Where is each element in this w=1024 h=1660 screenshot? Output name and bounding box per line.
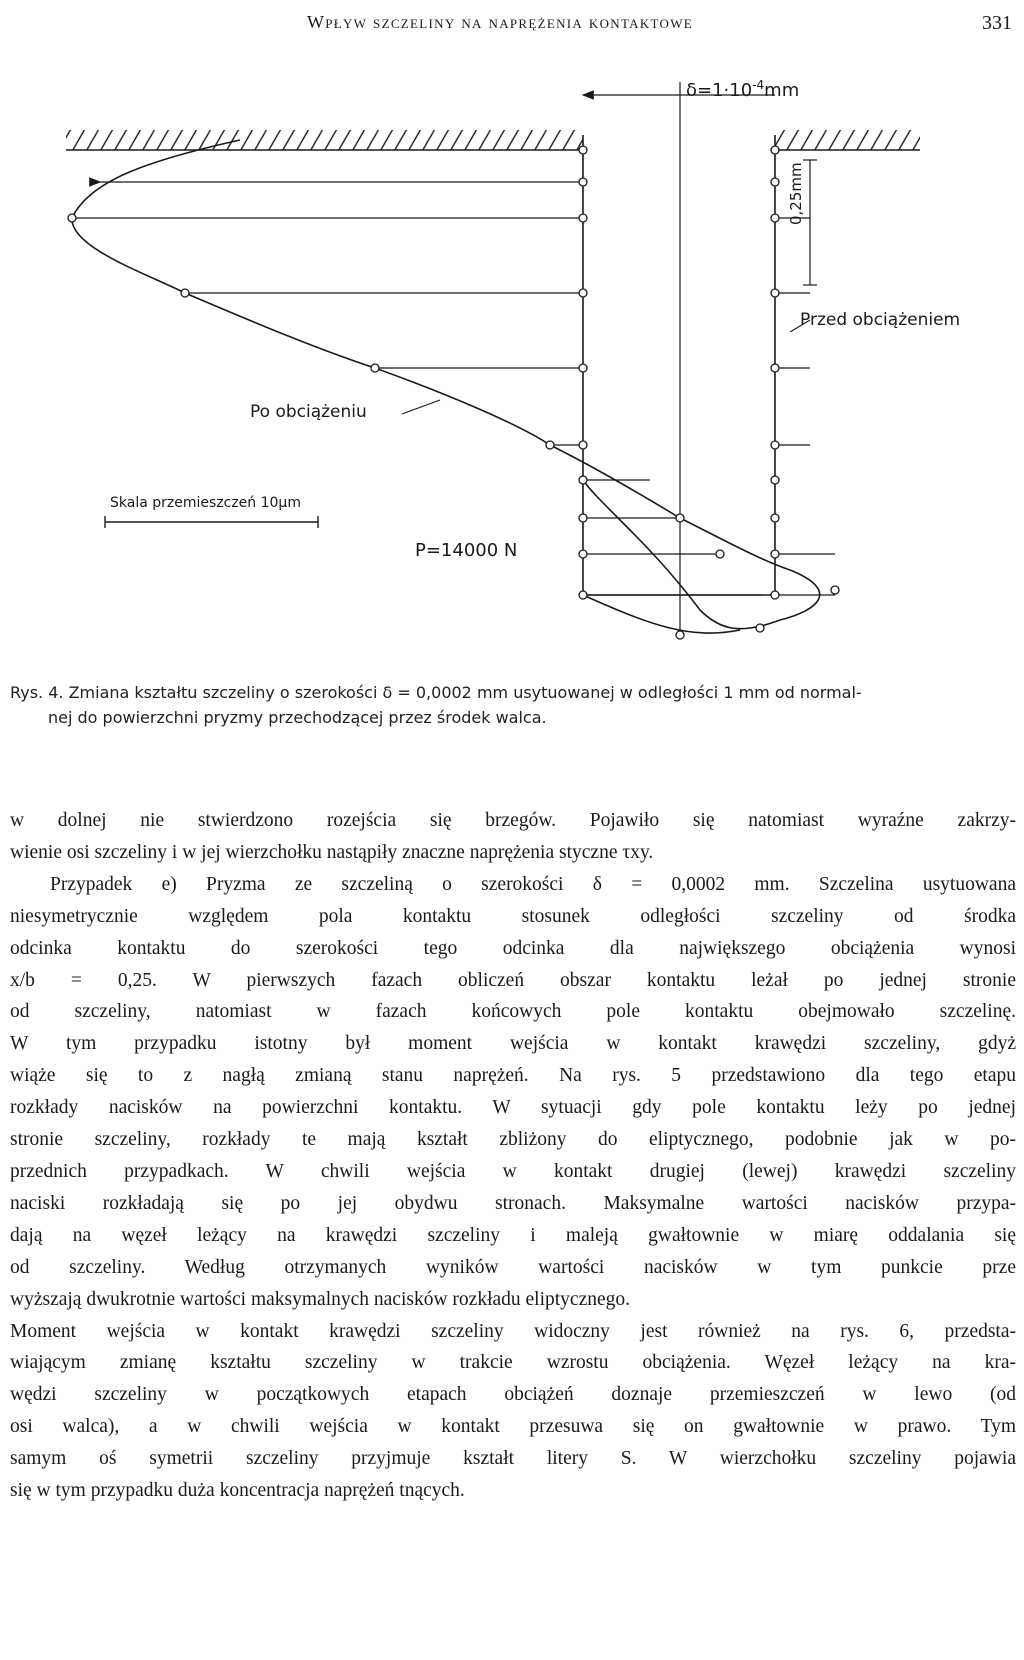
body-line: przednich przypadkach. W chwili wejścia w kontakt drugiej (lewej) krawędzi szczeliny [10, 1160, 1016, 1182]
body-line: wiającym zmianę kształtu szczeliny w trakcie wzrostu obciążenia. Węzeł leżący na kra- [10, 1352, 1016, 1374]
figure-caption [10, 680, 1016, 730]
delta-dimension [583, 82, 775, 630]
body-line: od szczeliny, natomiast w fazach końcowych pole kontaktu obejmowało szczelinę. [10, 1001, 1016, 1023]
body-line: dają na węzeł leżący na krawędzi szczeliny i maleją gwałtownie w miarę oddalania się [10, 1224, 1016, 1246]
body-text [10, 805, 1016, 1507]
body-line: się w tym przypadku duża koncentracja naprężeń tnących. [10, 1480, 465, 1502]
displacement-scale-bar [105, 516, 318, 528]
page-header [0, 12, 1024, 52]
vertical-scale [803, 160, 817, 285]
body-line: odcinka kontaktu do szerokości tego odcinka dla największego obciążenia wynosi [10, 937, 1016, 959]
crack-diagram [0, 70, 1024, 670]
node-rows [75, 182, 835, 595]
delta-label: $\delta=1\cdot 10^{-4}mm$ [686, 78, 800, 101]
page-number: 331 [982, 12, 1012, 34]
body-line: W tym przypadku istotny był moment wejścia w kontakt krawędzi szczeliny, gdyż [10, 1033, 1016, 1055]
body-line: Przypadek e) Pryzma ze szczeliną o szerokości δ = 0,0002 mm. Szczelina usytuowana [50, 873, 1016, 895]
body-line: niesymetrycznie względem pola kontaktu stosunek odległości szczeliny od środka [10, 905, 1016, 927]
body-line: wienie osi szczeliny i w jej wierzchołku nastąpiły znaczne naprężenia styczne τxy. [10, 841, 654, 863]
caption-line: Rys. 4. Zmiana kształtu szczeliny o szerokości δ = 0,0002 mm usytuowanej w odległości 1 mm od normal- [10, 683, 862, 702]
nodes [68, 146, 839, 639]
body-line: osi walca), a w chwili wejścia w kontakt przesuwa się on gwałtownie w prawo. Tym [10, 1416, 1016, 1438]
body-line: wiąże się to z nagłą zmianą stanu naprężeń. Na rys. 5 przedstawiono dla tego etapu [10, 1065, 1016, 1087]
crack-before [583, 135, 775, 595]
scale-025-label: 0,25mm [787, 162, 805, 225]
figure-4 [0, 70, 1024, 670]
body-line: Moment wejścia w kontakt krawędzi szczeliny widoczny jest również na rys. 6, przedsta- [10, 1320, 1016, 1342]
body-line: samym oś symetrii szczeliny przyjmuje kształt litery S. W wierzchołku szczeliny pojawia [10, 1448, 1016, 1470]
before-load-label: Przed obciążeniem [800, 310, 961, 330]
body-line: wędzi szczeliny w początkowych etapach obciążeń doznaje przemieszczeń w lewo (od [10, 1384, 1016, 1406]
body-line: stronie szczeliny, rozkłady te mają kształt zbliżony do eliptycznego, podobnie jak w po- [10, 1129, 1016, 1151]
displacement-scale-label: Skala przemieszczeń 10μm [110, 495, 301, 511]
body-line: w dolnej nie stwierdzono rozejścia się brzegów. Pojawiło się natomiast wyraźne zakrzy- [10, 810, 1016, 831]
force-label: P=14000 N [415, 540, 518, 561]
body-line: rozkłady nacisków na powierzchni kontaktu. W sytuacji gdy pole kontaktu leży po jednej [10, 1097, 1016, 1119]
running-title: Wpływ szczeliny na naprężenia kontaktowe [306, 12, 694, 32]
caption-line: nej do powierzchni pryzmy przechodzącej przez środek walca. [48, 708, 547, 727]
body-line: wyższają dwukrotnie wartości maksymalnych nacisków rozkładu eliptycznego. [10, 1288, 631, 1310]
body-line: naciski rozkładają się po jej obydwu stronach. Maksymalne wartości nacisków przypa- [10, 1192, 1016, 1214]
surface-hatching [66, 130, 920, 150]
body-line: x/b = 0,25. W pierwszych fazach obliczeń obszar kontaktu leżał po jednej stronie [10, 969, 1016, 991]
after-load-label: Po obciążeniu [250, 402, 367, 422]
leader-lines [402, 320, 810, 414]
body-line: od szczeliny. Według otrzymanych wyników wartości nacisków w tym punkcie prze [10, 1256, 1016, 1278]
